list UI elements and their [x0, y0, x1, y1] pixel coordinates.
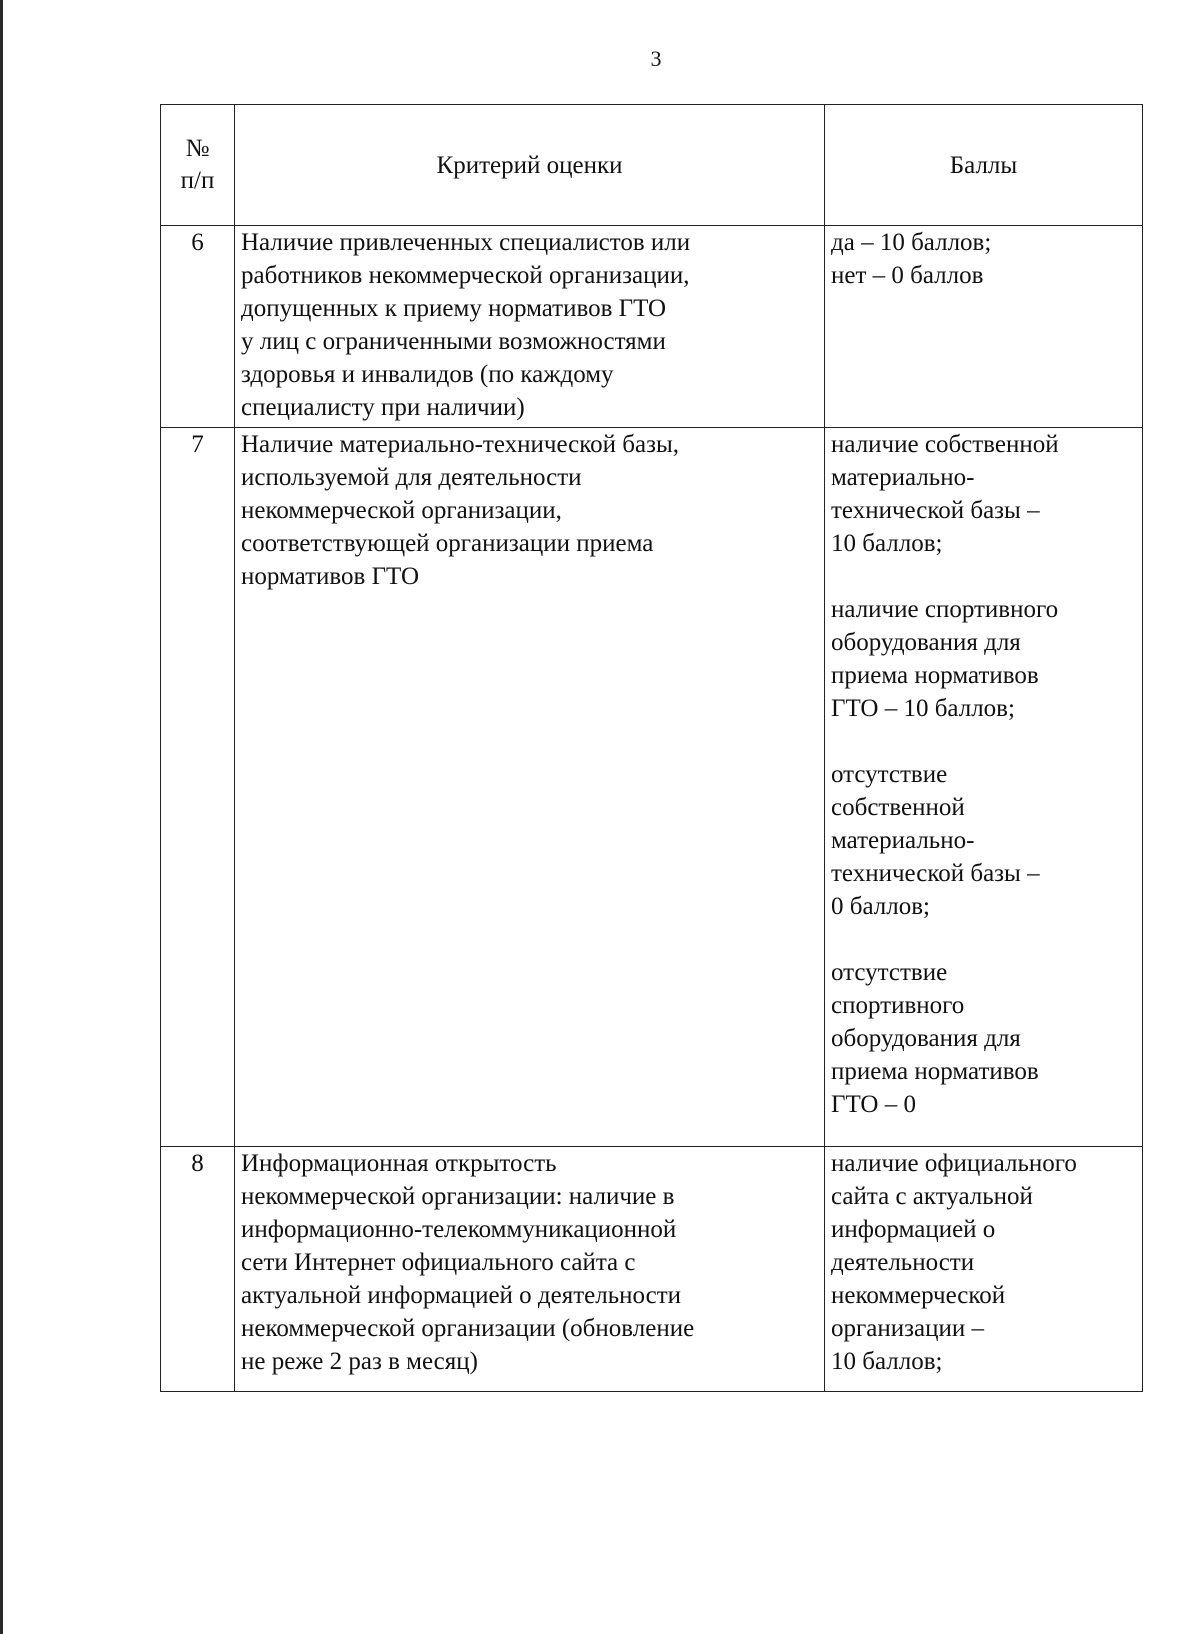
score-line: 10 баллов; — [831, 530, 943, 557]
score-block-gap — [831, 725, 1136, 758]
criterion-line: актуальной информацией о деятельности — [241, 1282, 682, 1309]
criterion-line: сети Интернет официального сайта с — [241, 1249, 636, 1276]
score-line: отсутствие — [831, 761, 948, 788]
scan-left-edge — [0, 0, 3, 1634]
score-line: материально- — [831, 464, 975, 491]
criterion-line: некоммерческой организации (обновление — [241, 1315, 695, 1342]
table-row — [161, 226, 1143, 428]
row-criterion — [235, 226, 825, 428]
table-header-row — [161, 105, 1143, 226]
score-line: 10 баллов; — [831, 1348, 943, 1375]
score-line: нет – 0 баллов — [831, 262, 984, 289]
score-line: ГТО – 10 баллов; — [831, 695, 1015, 722]
header-number — [161, 105, 235, 226]
criterion-line: у лиц с ограниченными возможностями — [241, 328, 666, 355]
score-line: собственной — [831, 794, 965, 821]
score-line: материально- — [831, 827, 975, 854]
row-score — [825, 428, 1143, 1147]
score-line: оборудования для — [831, 629, 1021, 656]
score-line: наличие собственной — [831, 431, 1059, 458]
criterion-line: Наличие материально-технической базы, — [241, 431, 680, 458]
criterion-line: некоммерческой организации, — [241, 497, 562, 524]
row-number: 7 — [161, 428, 235, 1147]
row-criterion — [235, 428, 825, 1147]
header-score: Баллы — [825, 105, 1143, 226]
score-line: да – 10 баллов; — [831, 229, 992, 256]
score-line: наличие официального — [831, 1150, 1077, 1177]
criterion-line: Наличие привлеченных специалистов или — [241, 229, 691, 256]
header-criterion: Критерий оценки — [235, 105, 825, 226]
score-line: деятельности — [831, 1249, 975, 1276]
header-number-abbrev: п/п — [180, 167, 215, 194]
criterion-line: специалисту при наличии) — [241, 394, 525, 421]
score-line: организации – — [831, 1315, 984, 1342]
score-line: спортивного — [831, 992, 965, 1019]
score-line: информацией о — [831, 1216, 996, 1243]
table-row — [161, 428, 1143, 1147]
criterion-line: нормативов ГТО — [241, 563, 420, 590]
row-number: 8 — [161, 1147, 235, 1392]
header-number-symbol: № — [185, 135, 210, 162]
score-line: оборудования для — [831, 1025, 1021, 1052]
criterion-line: работников некоммерческой организации, — [241, 262, 690, 289]
criterion-line: здоровья и инвалидов (по каждому — [241, 361, 614, 388]
score-line: некоммерческой — [831, 1282, 1006, 1309]
row-number: 6 — [161, 226, 235, 428]
score-line: отсутствие — [831, 959, 948, 986]
criterion-line: Информационная открытость — [241, 1150, 557, 1177]
row-score — [825, 1147, 1143, 1392]
score-block-gap — [831, 560, 1136, 593]
criterion-line: некоммерческой организации: наличие в — [241, 1183, 675, 1210]
page-number: 3 — [650, 46, 662, 71]
criterion-line: информационно-телекоммуникационной — [241, 1216, 677, 1243]
score-line: сайта с актуальной — [831, 1183, 1033, 1210]
score-line: технической базы – — [831, 497, 1040, 524]
score-line: технической базы – — [831, 860, 1040, 887]
score-line: 0 баллов; — [831, 893, 930, 920]
score-line: наличие спортивного — [831, 596, 1059, 623]
row-criterion — [235, 1147, 825, 1392]
criteria-table — [160, 104, 1143, 1392]
score-line: приема нормативов — [831, 662, 1039, 689]
row-score — [825, 226, 1143, 428]
criterion-line: допущенных к приему нормативов ГТО — [241, 295, 667, 322]
score-line: приема нормативов — [831, 1058, 1039, 1085]
criterion-line: используемой для деятельности — [241, 464, 582, 491]
table-row — [161, 1147, 1143, 1392]
score-line: ГТО – 0 — [831, 1091, 916, 1118]
criterion-line: не реже 2 раз в месяц) — [241, 1348, 478, 1375]
score-block-gap — [831, 923, 1136, 956]
criterion-line: соответствующей организации приема — [241, 530, 654, 557]
